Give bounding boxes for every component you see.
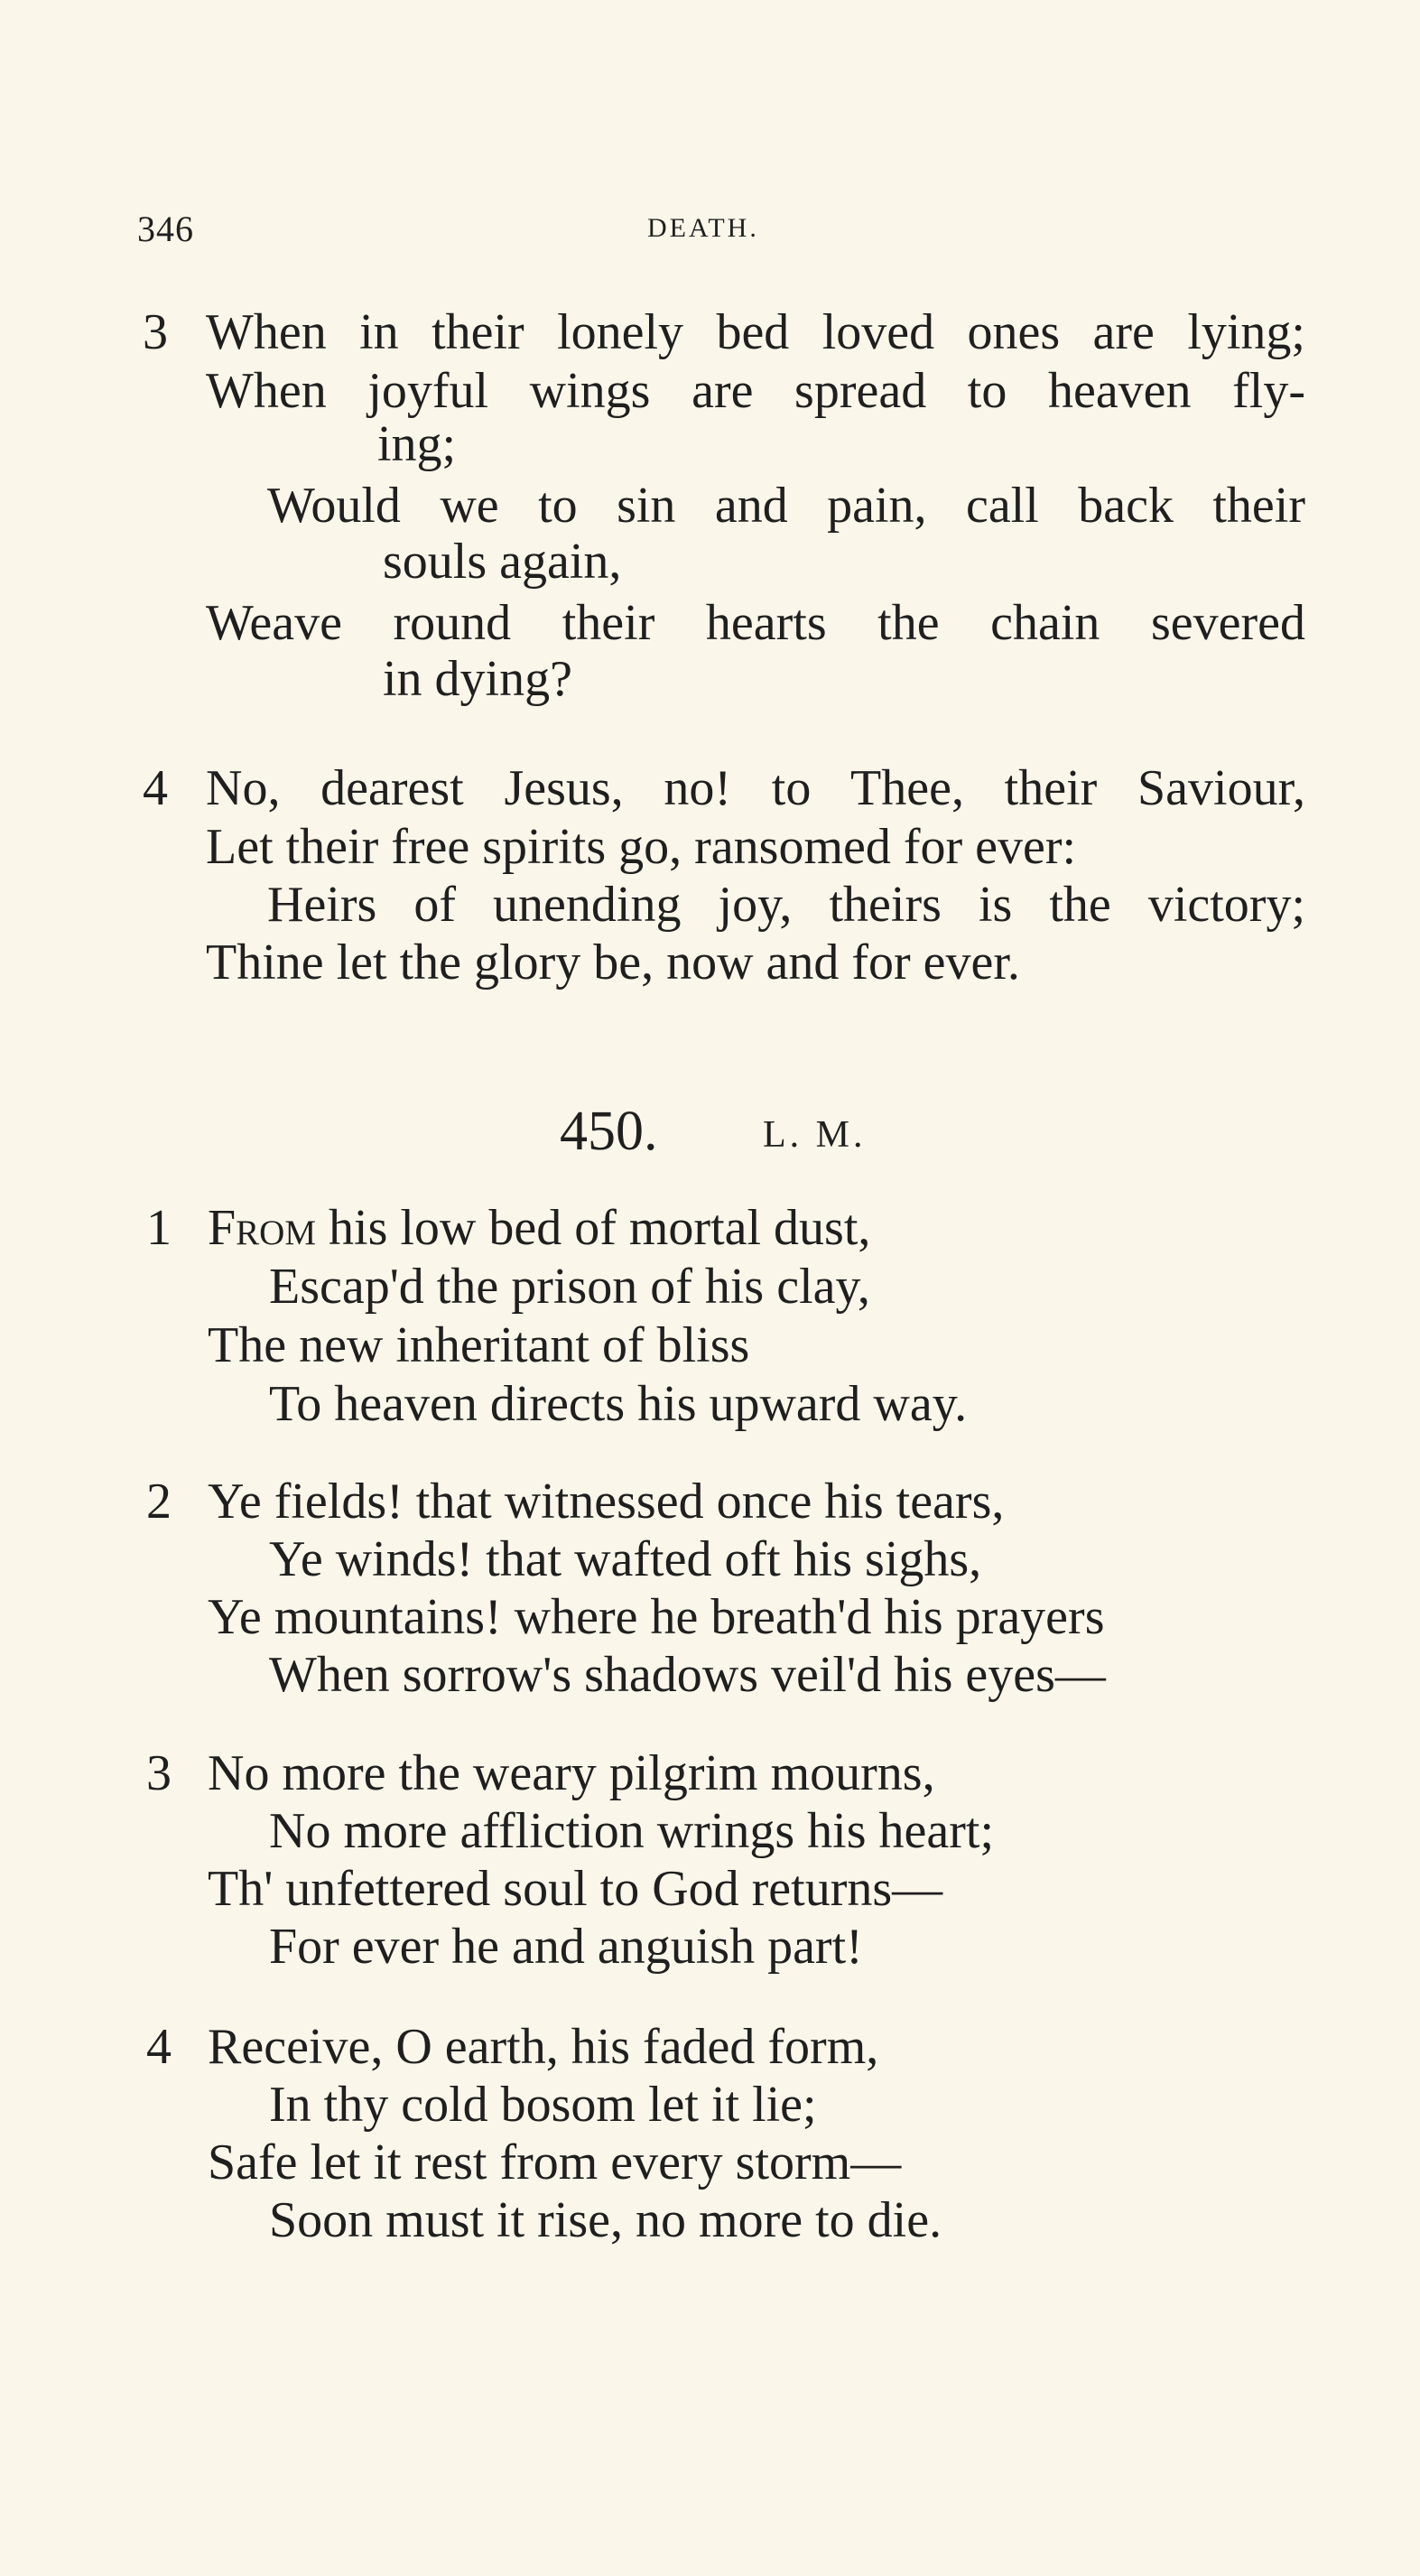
verse-line: in dying? bbox=[383, 651, 572, 707]
verse-line: To heaven directs his upward way. bbox=[269, 1376, 968, 1432]
verse-line: Let their free spirits go, ransomed for ever: bbox=[206, 819, 1077, 875]
verse-line: Heirs of unending joy, theirs is the victory; bbox=[267, 877, 1305, 933]
verse-number: 4 bbox=[143, 760, 168, 816]
hymn-number: 450. bbox=[560, 1101, 658, 1162]
verse-line: No more affliction wrings his heart; bbox=[269, 1803, 995, 1859]
verse-number: 2 bbox=[146, 1474, 172, 1530]
verse-number: 1 bbox=[146, 1200, 172, 1256]
verse-first-line bbox=[208, 1201, 870, 1255]
page-header bbox=[137, 200, 805, 255]
verse-line: Soon must it rise, no more to die. bbox=[269, 2192, 942, 2248]
drop-initial: F bbox=[208, 1200, 237, 1256]
verse-line: When in their lonely bed loved ones are lying; bbox=[206, 304, 1305, 360]
verse-line: The new inheritant of bliss bbox=[208, 1317, 750, 1373]
hymn-header bbox=[0, 1100, 1420, 1163]
verse-line: Weave round their hearts the chain severed bbox=[206, 595, 1305, 651]
verse-line: When joyful wings are spread to heaven fly- bbox=[206, 363, 1305, 419]
verse-line: When sorrow's shadows veil'd his eyes— bbox=[269, 1647, 1106, 1703]
verse-line: Thine let the glory be, now and for ever. bbox=[206, 935, 1020, 990]
verse-line: No more the weary pilgrim mourns, bbox=[208, 1745, 935, 1801]
verse-line: ing; bbox=[377, 416, 457, 472]
verse-number: 3 bbox=[143, 304, 168, 360]
verse-line: Would we to sin and pain, call back their bbox=[267, 478, 1305, 534]
running-head: DEATH. bbox=[647, 213, 759, 243]
verse-line: souls again, bbox=[383, 534, 622, 590]
verse-line: Ye fields! that witnessed once his tears, bbox=[208, 1474, 1005, 1530]
small-caps-word: rom bbox=[236, 1200, 317, 1256]
verse-line: Ye winds! that wafted oft his sighs, bbox=[269, 1531, 982, 1587]
verse-line: In thy cold bosom let it lie; bbox=[269, 2077, 817, 2133]
verse-line: Escap'd the prison of his clay, bbox=[269, 1259, 870, 1315]
page-number: 346 bbox=[137, 209, 194, 249]
verse-line: Th' unfettered soul to God returns— bbox=[208, 1861, 943, 1917]
first-line-rest: his low bed of mortal dust, bbox=[316, 1200, 871, 1256]
verse-line: No, dearest Jesus, no! to Thee, their Saviour, bbox=[206, 760, 1305, 816]
verse-line: For ever he and anguish part! bbox=[269, 1919, 863, 1975]
verse-line: Ye mountains! where he breath'd his prayers bbox=[208, 1589, 1105, 1645]
verse-number: 3 bbox=[146, 1745, 172, 1801]
verse-line: Safe let it rest from every storm— bbox=[208, 2134, 902, 2190]
verse-number: 4 bbox=[146, 2019, 172, 2075]
verse-line: Receive, O earth, his faded form, bbox=[208, 2019, 879, 2075]
hymn-meter: L. M. bbox=[763, 1114, 867, 1156]
